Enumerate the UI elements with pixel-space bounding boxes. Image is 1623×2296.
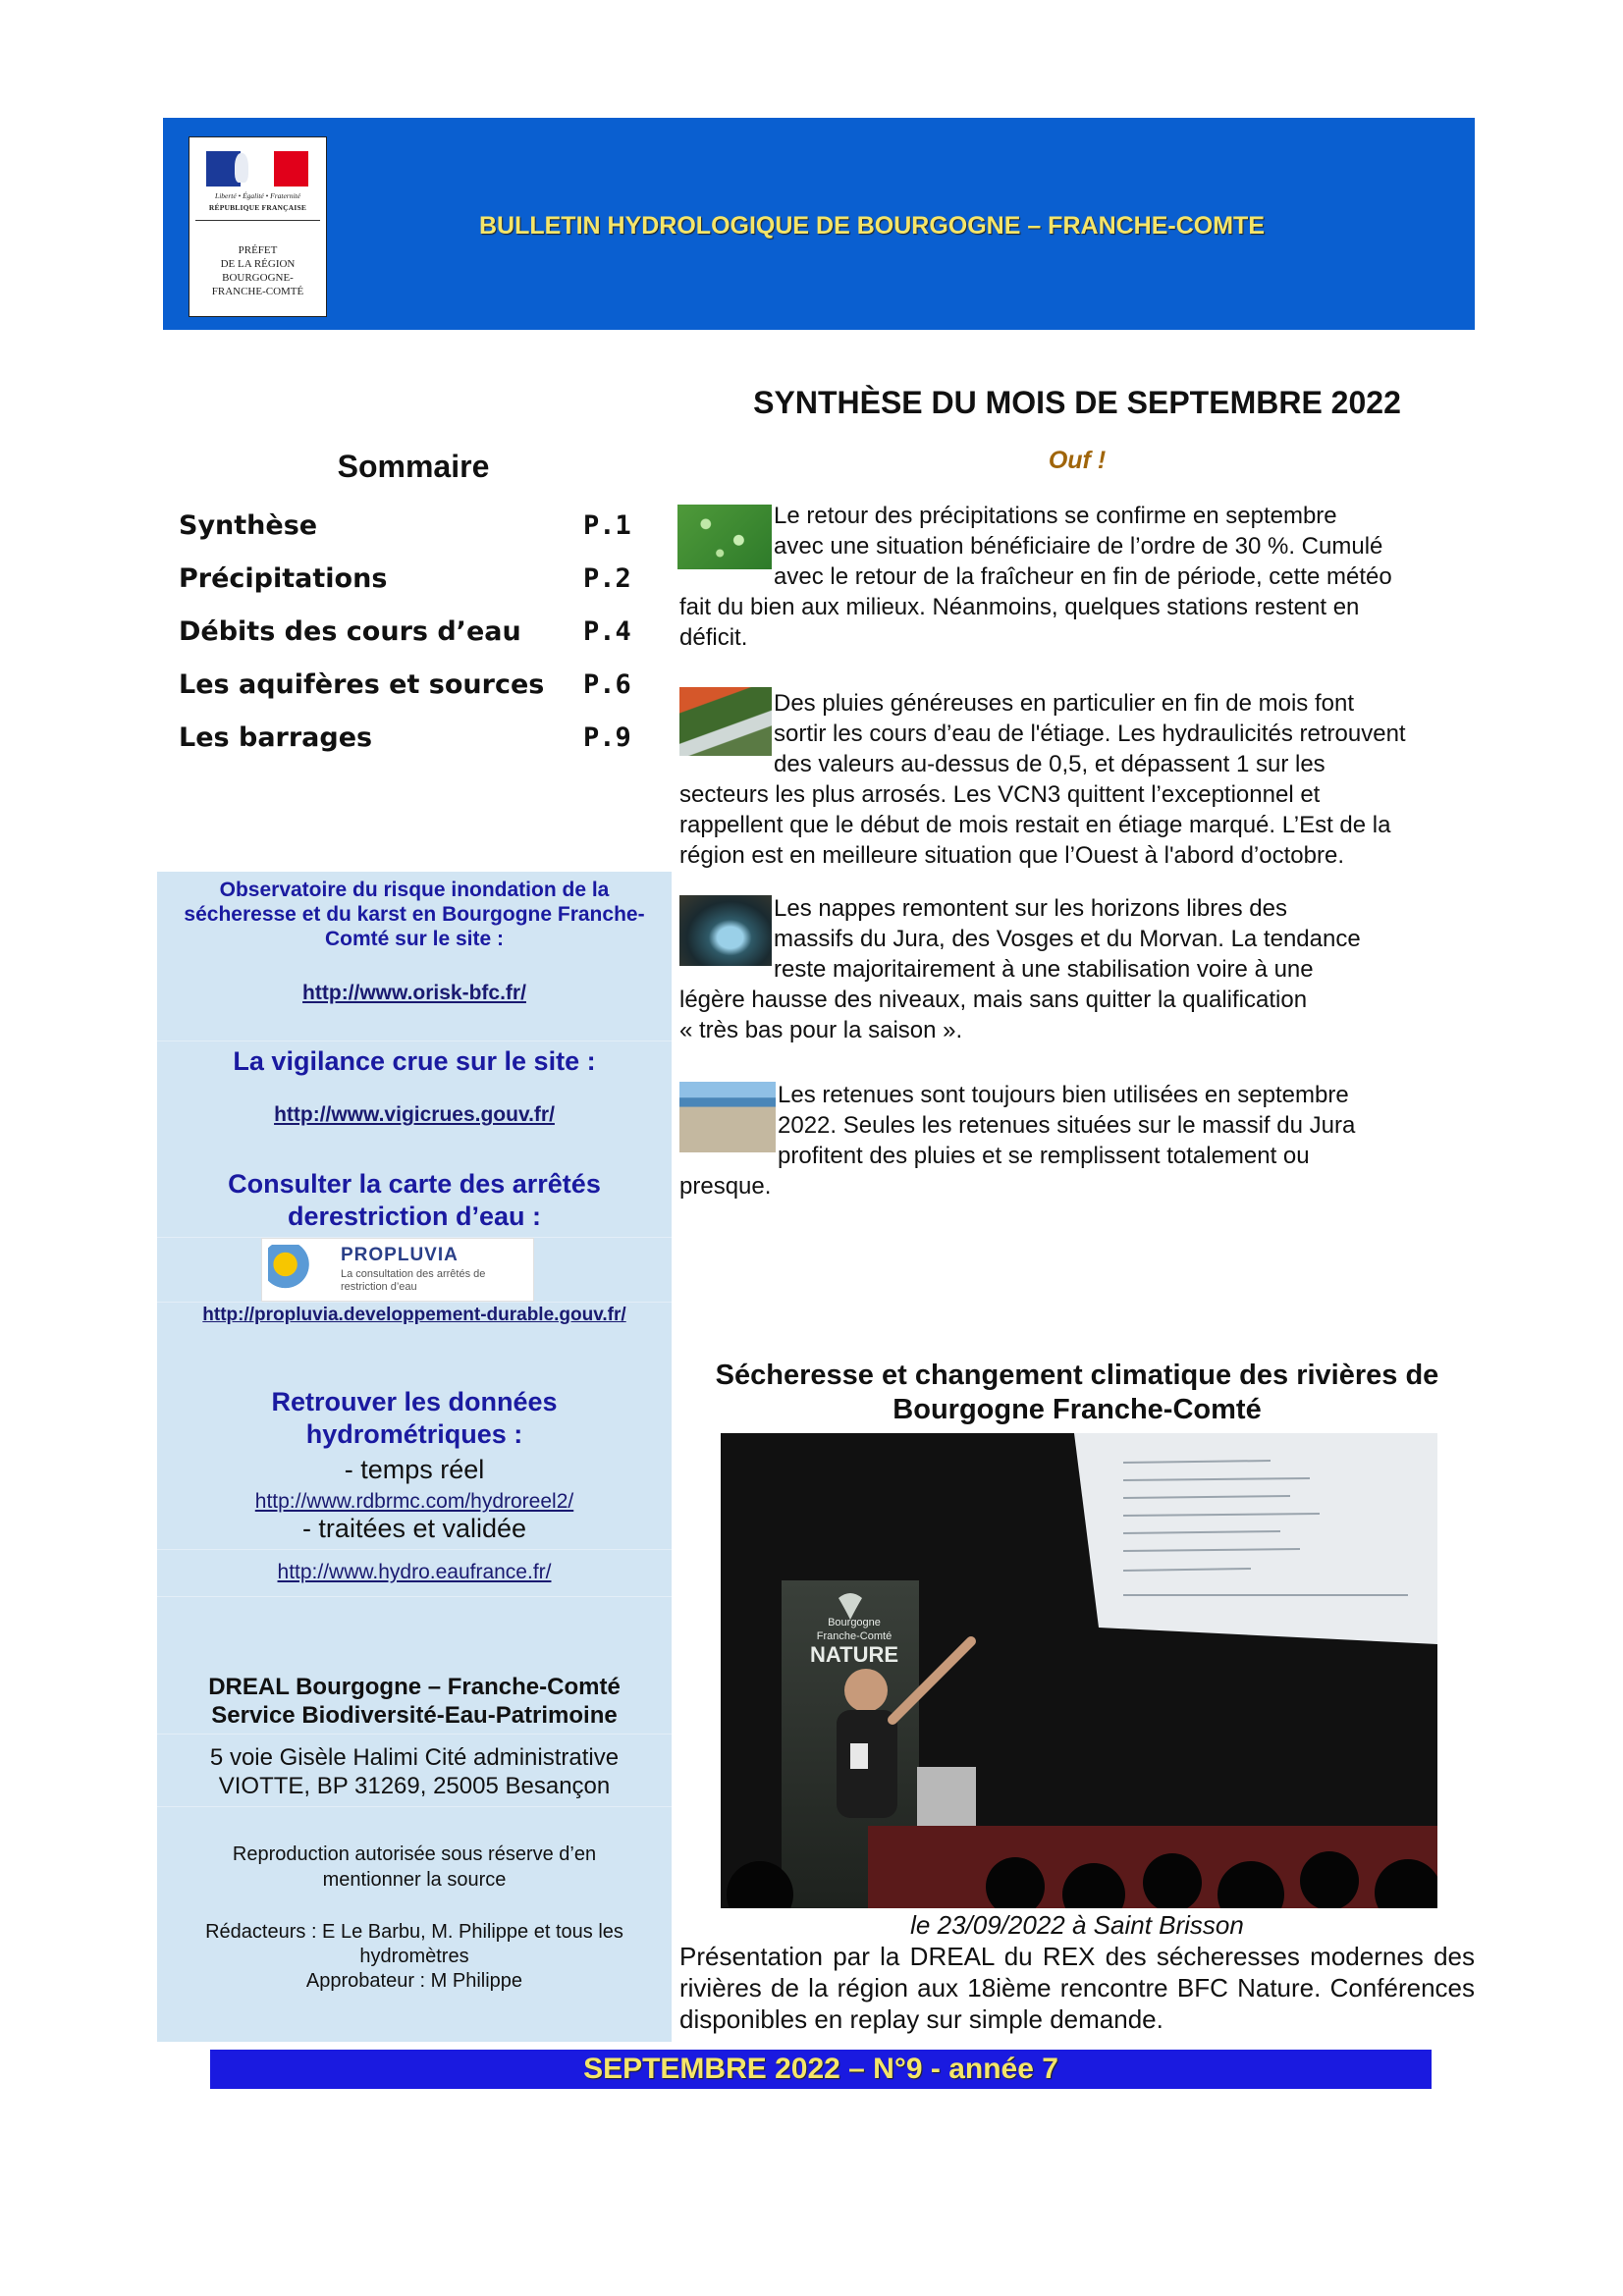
- paragraph-line: « très bas pour la saison ».: [679, 1017, 963, 1043]
- reproduction-line: mentionner la source: [322, 1869, 507, 1891]
- toc-page: P.6: [583, 669, 631, 700]
- banner-line: NATURE: [809, 1642, 899, 1667]
- secheresse-body: Présentation par la DREAL du REX des sécheresses modernes des rivières de la région aux 18ième rencontre BFC Nature. Conférences disponibles en replay sur simple demande.: [679, 1942, 1475, 2034]
- toc-item-aquiferes[interactable]: [179, 669, 630, 709]
- issue-label: SEPTEMBRE 2022 – N°9 - année 7: [583, 2053, 1058, 2085]
- arretes-title: [157, 1168, 672, 1233]
- redacteurs-note: [157, 1920, 672, 1994]
- paragraph-line: 2022. Seules les retenues situées sur le massif du Jura: [778, 1112, 1356, 1139]
- banner-line: Bourgogne: [828, 1617, 881, 1629]
- paragraph-line: profitent des pluies et se remplissent totalement ou: [778, 1143, 1310, 1169]
- orisk-line: sécheresse et du karst en Bourgogne Franche-: [184, 903, 645, 926]
- logo-motto: Liberté • Égalité • Fraternité: [215, 191, 300, 200]
- redacteurs-line: Rédacteurs : E Le Barbu, M. Philippe et tous les: [205, 1921, 623, 1943]
- paragraph-line: presque.: [679, 1173, 772, 1200]
- paragraph-line: massifs du Jura, des Vosges et du Morvan. La tendance: [774, 926, 1361, 952]
- paragraph-line: sortir les cours d’eau de l'étiage. Les hydraulicités retrouvent: [774, 721, 1406, 747]
- orisk-text: [157, 878, 672, 951]
- toc-page: P.9: [583, 722, 631, 753]
- synthese-paragraph-rainfall: [679, 501, 1475, 653]
- panel-divider: [157, 1549, 672, 1550]
- toc-page: P.2: [583, 563, 631, 594]
- dreal-title: [157, 1673, 672, 1730]
- arretes-line: derestriction d’eau :: [287, 1201, 542, 1231]
- secheresse-title: [679, 1359, 1475, 1427]
- rdbrmc-link[interactable]: http://www.rdbrmc.com/hydroreel2/: [254, 1490, 574, 1513]
- toc-item-debits[interactable]: [179, 616, 630, 656]
- hydro-link[interactable]: http://www.hydro.eaufrance.fr/: [277, 1561, 552, 1583]
- panel-divider: [157, 1734, 672, 1735]
- paragraph-line: Le retour des précipitations se confirme en septembre: [774, 503, 1337, 529]
- panel-divider: [157, 1302, 672, 1303]
- arretes-line: Consulter la carte des arrêtés: [228, 1169, 601, 1199]
- sommaire-title: Sommaire: [337, 449, 490, 484]
- redacteurs-line: Approbateur : M Philippe: [305, 1970, 523, 1992]
- prefecture-logo: [189, 136, 327, 317]
- toc-page: P.1: [583, 510, 631, 541]
- banner-text: [805, 1616, 903, 1667]
- toc-label: Précipitations: [179, 563, 388, 594]
- paragraph-line: Des pluies généreuses en particulier en fin de mois font: [774, 690, 1354, 717]
- synthese-paragraph-rivers: [679, 688, 1475, 871]
- toc-label: Synthèse: [179, 510, 318, 541]
- reproduction-note: [157, 1842, 672, 1893]
- orisk-line: Observatoire du risque inondation de la: [219, 879, 610, 901]
- synthese-paragraph-reservoirs: [679, 1080, 1475, 1201]
- toc-label: Débits des cours d’eau: [179, 616, 521, 647]
- conference-photo: [721, 1433, 1437, 1908]
- paragraph-line: des valeurs au-dessus de 0,5, et dépassent 1 sur les: [774, 751, 1325, 777]
- paragraph-line: déficit.: [679, 624, 748, 651]
- donnees-line: Retrouver les données: [271, 1387, 558, 1416]
- info-panel: [157, 872, 672, 2042]
- toc-item-barrages[interactable]: [179, 722, 630, 762]
- photo-caption: le 23/09/2022 à Saint Brisson: [910, 1910, 1244, 1940]
- bulletin-title: BULLETIN HYDROLOGIQUE DE BOURGOGNE – FRANCHE-COMTE: [478, 212, 1265, 240]
- temps-reel-label: - temps réel: [344, 1455, 485, 1484]
- paragraph-line: Les retenues sont toujours bien utilisées en septembre: [778, 1082, 1349, 1108]
- dreal-line: DREAL Bourgogne – Franche-Comté: [208, 1674, 621, 1700]
- redacteurs-line: hydromètres: [359, 1946, 469, 1967]
- orisk-line: Comté sur le site :: [324, 928, 505, 950]
- donnees-title: [157, 1386, 672, 1451]
- toc-item-synthese[interactable]: [179, 510, 630, 550]
- paragraph-line: secteurs les plus arrosés. Les VCN3 quittent l’exceptionnel et: [679, 781, 1321, 808]
- dreal-line: Service Biodiversité-Eau-Patrimoine: [211, 1702, 618, 1729]
- header-banner: [163, 118, 1475, 330]
- orisk-link[interactable]: http://www.orisk-bfc.fr/: [302, 982, 526, 1004]
- logo-republic: RÉPUBLIQUE FRANÇAISE: [208, 203, 307, 212]
- synthese-subtitle: Ouf !: [1048, 447, 1107, 474]
- dreal-address: [157, 1743, 672, 1800]
- toc-item-precipitations[interactable]: [179, 563, 630, 603]
- conference-scene: [721, 1433, 1437, 1908]
- issue-footer: [210, 2050, 1432, 2089]
- paragraph-line: rappellent que le début de mois restait en étiage marqué. L’Est de la: [679, 812, 1391, 838]
- marianne-flag-icon: [206, 151, 308, 187]
- toc-page: P.4: [583, 616, 631, 647]
- secheresse-title-line: Sécheresse et changement climatique des rivières de: [715, 1360, 1439, 1391]
- paragraph-line: légère hausse des niveaux, mais sans quitter la qualification: [679, 987, 1308, 1013]
- marianne-profile-icon: [235, 153, 248, 183]
- propluvia-name: PROPLUVIA: [341, 1245, 459, 1265]
- donnees-line: hydrométriques :: [305, 1419, 523, 1449]
- logo-divider: [195, 220, 320, 221]
- synthese-title: SYNTHÈSE DU MOIS DE SEPTEMBRE 2022: [753, 385, 1401, 420]
- address-line: 5 voie Gisèle Halimi Cité administrative: [209, 1744, 620, 1771]
- paragraph-line: région est en meilleure situation que l’Ouest à l'abord d’octobre.: [679, 842, 1344, 869]
- panel-divider: [157, 1806, 672, 1807]
- paragraph-line: avec une situation bénéficiaire de l’ordre de 30 %. Cumulé: [774, 533, 1383, 560]
- toc-label: Les barrages: [179, 722, 373, 753]
- banner-line: Franche-Comté: [816, 1630, 893, 1642]
- secheresse-title-line: Bourgogne Franche-Comté: [893, 1394, 1262, 1425]
- reproduction-line: Reproduction autorisée sous réserve d’en: [232, 1843, 597, 1865]
- propluvia-tagline: La consultation des arrêtés de restriction d’eau: [341, 1268, 486, 1293]
- paragraph-line: reste majoritairement à une stabilisation voire à une: [774, 956, 1314, 983]
- paragraph-line: avec le retour de la fraîcheur en fin de période, cette météo: [774, 563, 1392, 590]
- address-line: VIOTTE, BP 31269, 25005 Besançon: [218, 1773, 611, 1799]
- synthese-paragraph-aquifers: [679, 893, 1475, 1045]
- panel-divider: [157, 1596, 672, 1597]
- vigilance-title: La vigilance crue sur le site :: [233, 1046, 596, 1076]
- vigicrues-link[interactable]: http://www.vigicrues.gouv.fr/: [274, 1103, 555, 1126]
- logo-prefet-text: PRÉFET DE LA RÉGION BOURGOGNE- FRANCHE-COMTÉ: [211, 244, 304, 297]
- propluvia-logo[interactable]: [261, 1238, 534, 1302]
- paragraph-line: fait du bien aux milieux. Néanmoins, quelques stations restent en: [679, 594, 1360, 620]
- propluvia-sun-icon: [268, 1245, 311, 1294]
- toc-label: Les aquifères et sources: [179, 669, 545, 700]
- propluvia-link[interactable]: http://propluvia.developpement-durable.gouv.fr/: [202, 1305, 626, 1325]
- traitees-label: - traitées et validée: [301, 1514, 527, 1543]
- paragraph-line: Les nappes remontent sur les horizons libres des: [774, 895, 1287, 922]
